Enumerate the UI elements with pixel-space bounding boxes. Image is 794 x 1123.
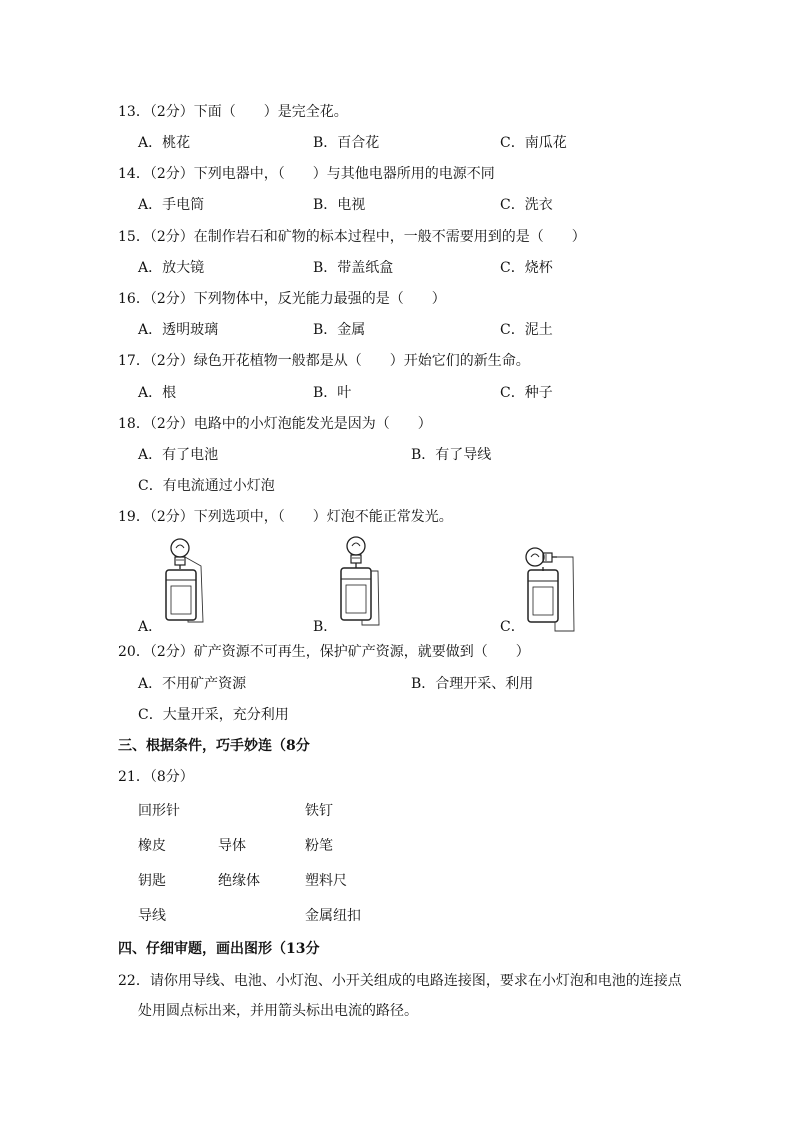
q13-stem: 13．（2分）下面（ ）是完全花。 — [118, 104, 348, 120]
q17-option-b: B．叶 — [313, 385, 352, 401]
q22-line-2: 处用圆点标出来，并用箭头标出电流的路径。 — [138, 1003, 418, 1019]
q21-right-item: 粉笔 — [305, 838, 333, 854]
q22-line-1: 22．请你用导线、电池、小灯泡、小开关组成的电路连接图，要求在小灯泡和电池的连接点 — [118, 973, 682, 989]
circuit-figure-b — [332, 533, 392, 628]
q18-stem: 18．（2分）电路中的小灯泡能发光是因为（ ） — [118, 416, 432, 432]
q15-option-c: C．烧杯 — [500, 260, 553, 276]
circuit-figure-c — [515, 540, 585, 635]
q15-stem: 15．（2分）在制作岩石和矿物的标本过程中，一般不需要用到的是（ ） — [118, 229, 586, 245]
q15-option-b: B．带盖纸盒 — [313, 260, 394, 276]
section-4-title: 四、仔细审题，画出图形（13分 — [118, 941, 320, 957]
q19-stem: 19．（2分）下列选项中，（ ）灯泡不能正常发光。 — [118, 509, 453, 525]
q17-option-c: C．种子 — [500, 385, 553, 401]
q13-option-b: B．百合花 — [313, 135, 380, 151]
q16-option-a: A．透明玻璃 — [138, 322, 219, 338]
q17-option-a: A．根 — [138, 385, 177, 401]
q18-option-c: C．有电流通过小灯泡 — [138, 478, 275, 494]
section-3-title: 三、根据条件，巧手妙连（8分 — [118, 738, 310, 754]
q14-option-b: B．电视 — [313, 197, 366, 213]
q19-option-b: B． — [313, 619, 338, 635]
q19-option-c: C． — [500, 619, 525, 635]
q18-option-a: A．有了电池 — [138, 447, 219, 463]
q14-option-c: C．洗衣 — [500, 197, 553, 213]
q16-option-c: C．泥土 — [500, 322, 553, 338]
q21-left-item: 回形针 — [138, 803, 180, 819]
q18-option-b: B．有了导线 — [411, 447, 492, 463]
q17-stem: 17．（2分）绿色开花植物一般都是从（ ）开始它们的新生命。 — [118, 353, 530, 369]
q21-right-item: 金属纽扣 — [305, 908, 361, 924]
q21-left-item: 橡皮 — [138, 838, 166, 854]
q21-right-item: 塑料尺 — [305, 873, 347, 889]
q20-option-a: A．不用矿产资源 — [138, 676, 247, 692]
q20-option-b: B．合理开采、利用 — [411, 676, 534, 692]
q19-option-a: A． — [138, 619, 163, 635]
circuit-figure-a — [155, 536, 215, 626]
q16-option-b: B．金属 — [313, 322, 366, 338]
q21-left-item: 导线 — [138, 908, 166, 924]
q21-right-item: 铁钉 — [305, 803, 333, 819]
q21-middle-item: 绝缘体 — [218, 873, 260, 889]
q20-stem: 20．（2分）矿产资源不可再生，保护矿产资源，就要做到（ ） — [118, 644, 530, 660]
q13-option-c: C．南瓜花 — [500, 135, 567, 151]
q13-option-a: A．桃花 — [138, 135, 191, 151]
q21-stem: 21．（8分） — [118, 769, 194, 785]
q15-option-a: A．放大镜 — [138, 260, 205, 276]
q21-left-item: 钥匙 — [138, 873, 166, 889]
q14-stem: 14．（2分）下列电器中，（ ）与其他电器所用的电源不同 — [118, 166, 495, 182]
q21-middle-item: 导体 — [218, 838, 246, 854]
q14-option-a: A．手电筒 — [138, 197, 205, 213]
q20-option-c: C．大量开采，充分利用 — [138, 707, 289, 723]
q16-stem: 16．（2分）下列物体中，反光能力最强的是（ ） — [118, 291, 446, 307]
